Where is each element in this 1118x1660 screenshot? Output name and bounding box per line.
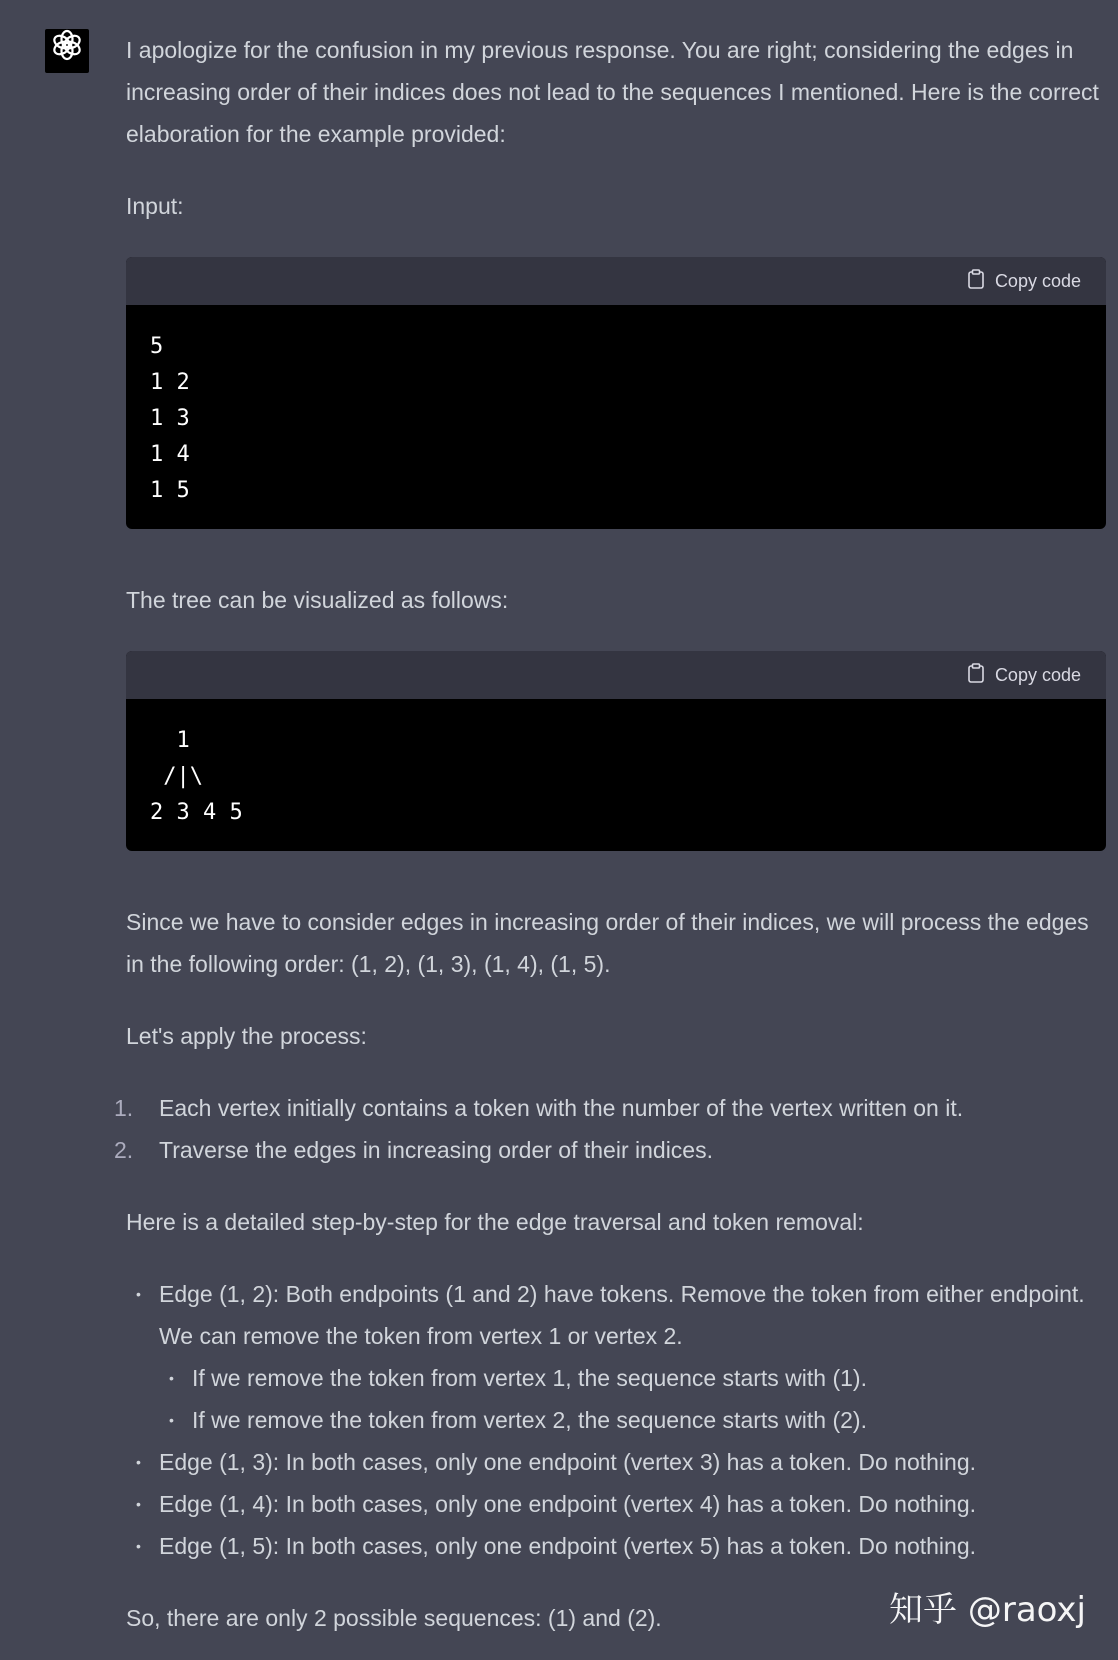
sub-bullet-list [159,1357,1106,1441]
bullet-icon: • [136,1454,141,1470]
code-block-input [126,257,1106,529]
steps-list [114,1087,1106,1171]
list-item [126,1483,1106,1525]
list-number: 1. [114,1095,134,1121]
bullet-icon: • [169,1370,174,1386]
code-content: 1 /|\ 2 3 4 5 [150,728,243,825]
bullet-list [126,1273,1106,1567]
list-item-text: Edge (1, 3): In both cases, only one endpoint (vertex 3) has a token. Do nothing. [159,1449,977,1475]
apply-paragraph: Let's apply the process: [126,1023,367,1049]
zhihu-watermark: 知乎 @raoxj [889,1590,1086,1630]
list-item [159,1399,1106,1441]
list-item [114,1087,1106,1129]
bullet-icon: • [136,1538,141,1554]
assistant-avatar [45,29,89,73]
copy-code-label: Copy code [994,271,1081,291]
list-item [126,1273,1106,1441]
list-item [114,1129,1106,1171]
copy-code-button[interactable] [967,663,1081,687]
detail-paragraph: Here is a detailed step-by-step for the edge traversal and token removal: [126,1209,864,1235]
bullet-icon: • [169,1412,174,1428]
list-item [159,1357,1106,1399]
input-label: Input: [126,193,184,219]
list-item [126,1441,1106,1483]
code-block-header [126,257,1106,305]
list-item-text: If we remove the token from vertex 1, the sequence starts with (1). [192,1365,867,1391]
code-block-header [126,651,1106,699]
list-item-text: Edge (1, 5): In both cases, only one endpoint (vertex 5) has a token. Do nothing. [159,1533,977,1559]
clipboard-icon [967,269,985,293]
openai-logo-icon [50,28,84,75]
bullet-icon: • [136,1496,141,1512]
list-item-text: Each vertex initially contains a token with the number of the vertex written on it. [159,1095,964,1121]
conclusion-paragraph: So, there are only 2 possible sequences: (1) and (2). [126,1605,662,1631]
assistant-message [114,29,1106,1639]
code-content: 5 1 2 1 3 1 4 1 5 [150,334,190,503]
clipboard-icon [967,663,985,687]
intro-paragraph: I apologize for the confusion in my previous response. You are right; considering the edges in increasing order of their indices does not lead to the sequences I mentioned. Here is the correct elaboration for the example provided: [126,37,1099,147]
list-item [126,1525,1106,1567]
list-number: 2. [114,1137,134,1163]
code-block-tree [126,651,1106,851]
bullet-icon: • [136,1286,141,1302]
copy-code-button[interactable] [967,269,1081,293]
list-item-text: Traverse the edges in increasing order of their indices. [159,1137,713,1163]
copy-code-label: Copy code [994,665,1081,685]
list-item-text: Edge (1, 2): Both endpoints (1 and 2) have tokens. Remove the token from either endpoint. We can remove the token from vertex 1 or vertex 2. [159,1281,1085,1349]
list-item-text: Edge (1, 4): In both cases, only one endpoint (vertex 4) has a token. Do nothing. [159,1491,977,1517]
list-item-text: If we remove the token from vertex 2, the sequence starts with (2). [192,1407,867,1433]
tree-label: The tree can be visualized as follows: [126,587,509,613]
since-paragraph: Since we have to consider edges in increasing order of their indices, we will process the edges in the following order: (1, 2), (1, 3), (1, 4), (1, 5). [126,909,1089,977]
